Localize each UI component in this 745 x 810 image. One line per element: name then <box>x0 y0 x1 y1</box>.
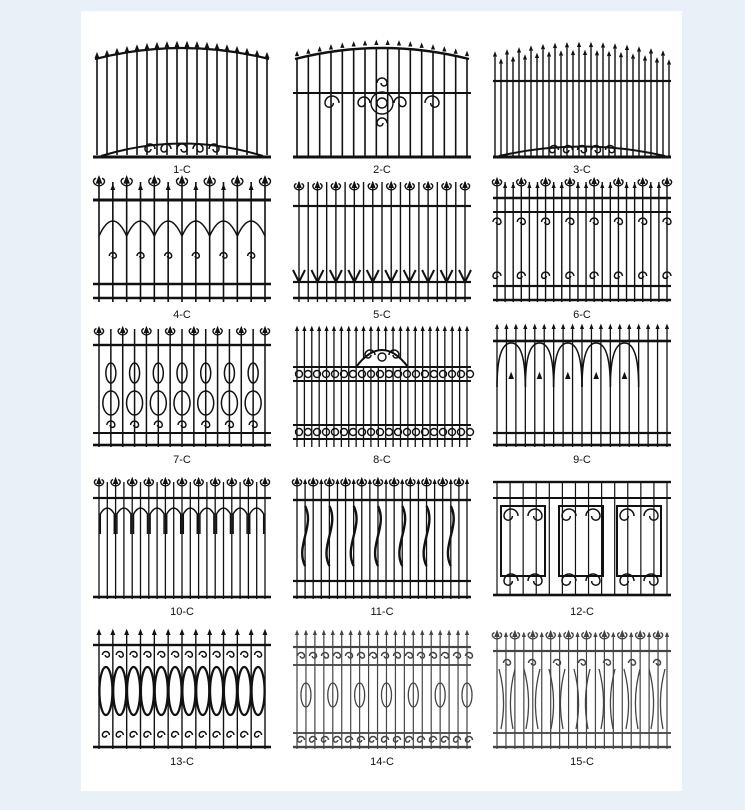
design-label: 8-C <box>373 454 391 466</box>
fence-design <box>293 40 471 159</box>
design-label: 2-C <box>373 164 391 176</box>
design-label: 3-C <box>573 164 591 176</box>
fence-design <box>493 324 671 447</box>
design-label: 15-C <box>570 756 594 768</box>
fence-design <box>293 326 474 447</box>
fence-design <box>93 477 271 599</box>
design-label: 7-C <box>173 454 191 466</box>
fence-design <box>492 630 671 749</box>
fence-design <box>292 477 471 599</box>
design-label: 11-C <box>370 606 394 618</box>
fence-designs-illustration <box>81 11 682 791</box>
design-label: 12-C <box>570 606 594 618</box>
fence-design <box>493 42 671 159</box>
fence-design <box>293 181 471 302</box>
design-label: 13-C <box>170 756 194 768</box>
fence-design <box>93 175 271 302</box>
fence-design <box>293 630 473 749</box>
fence-design <box>493 481 671 597</box>
catalog-sheet <box>81 11 682 791</box>
design-label: 9-C <box>573 454 591 466</box>
design-label: 4-C <box>173 309 191 321</box>
fence-design <box>93 629 271 749</box>
design-label: 14-C <box>370 756 394 768</box>
fence-design <box>93 41 271 159</box>
design-label: 1-C <box>173 164 191 176</box>
design-label: 5-C <box>373 309 391 321</box>
fence-design <box>492 177 671 302</box>
design-label: 10-C <box>170 606 194 618</box>
fence-design <box>93 326 271 447</box>
design-label: 6-C <box>573 309 591 321</box>
